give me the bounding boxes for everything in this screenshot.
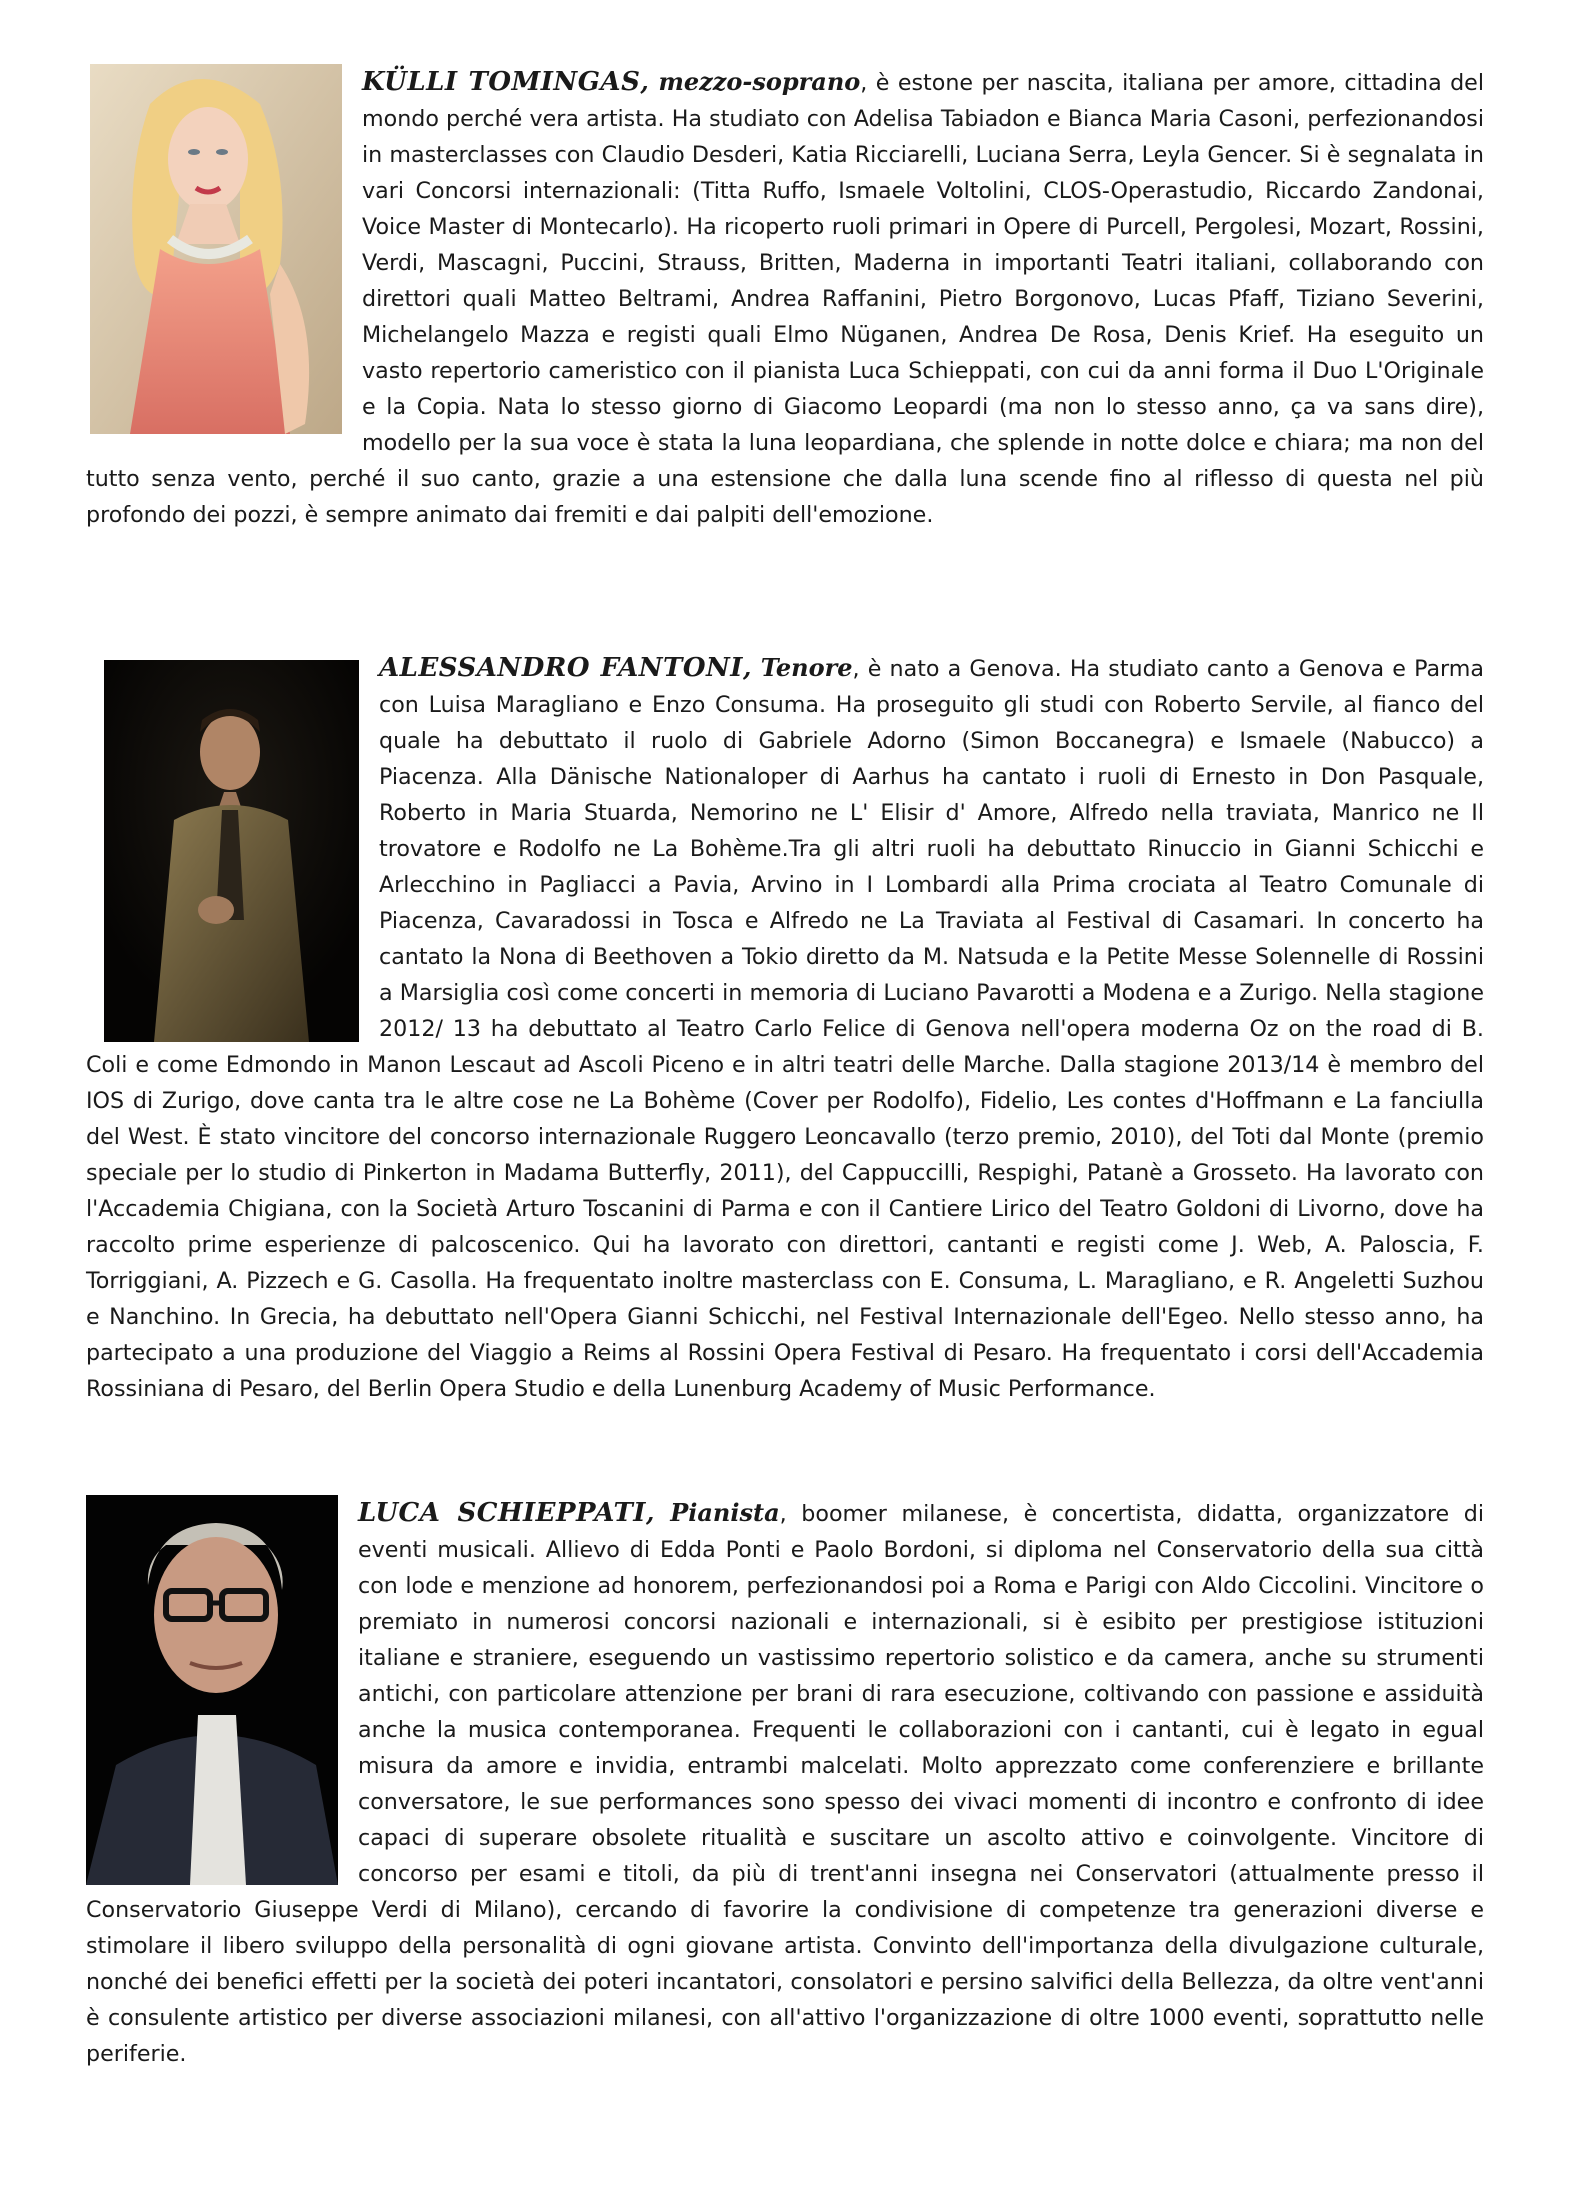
artist-role-text: mezzo-soprano bbox=[658, 67, 861, 96]
bio-text: , è nato a Genova. Ha studiato canto a Genova e Parma con Luisa Maragliano e Enzo Consuma. Ha proseguito gli studi con Roberto Servile, al fianco del quale ha debuttato il ruolo di Gabriele Adorno (Simon Boccanegra) e Ismaele (Nabucco) a Piacenza. Alla Dänische Nationaloper di Aarhus ha cantato i ruoli di Ernesto in Don Pasquale, Roberto in Maria Stuarda, Nemorino ne L' Elisir d' Amore, Alfredo nella traviata, Manrico ne Il trovatore e Rodolfo ne La Bohème.Tra gli altri ruoli ha debuttato Rinuccio in Gianni Schicchi e Arlecchino in Pagliacci a Pavia, Arvino in I Lombardi alla Prima crociata al Teatro Comunale di Piacenza, Cavaradossi in Tosca e Alfredo ne La Traviata al Festival di Casamari. In concerto ha cantato la Nona di Beethoven a Tokio diretto da M. Natsuda e la Petite Messe Solennelle di Rossini a Marsiglia così come concerti in memoria di Luciano Pavarotti a Modena e a Zurigo. Nella stagione 2012/ 13 ha debuttato al Teatro Carlo Felice di Genova nell'opera moderna Oz on the road di B. Coli e come Edmondo in Manon Lescaut ad Ascoli Piceno e in altri teatri delle Marche. Dalla stagione 2013/14 è membro del IOS di Zurigo, dove canta tra le altre cose ne La Bohème (Cover per Rodolfo), Fidelio, Les contes d'Hoffmann e La fanciulla del West. È stato vincitore del concorso internazionale Ruggero Leoncavallo (terzo premio, 2010), del Toti dal Monte (premio speciale per lo studio di Pinkerton in Madama Butterfly, 2011), del Cappuccilli, Respighi, Patanè a Grosseto. Ha lavorato con l'Accademia Chigiana, con la Società Arturo Toscanini di Parma e con il Cantiere Lirico del Teatro Goldoni di Livorno, dove ha raccolto prime esperienze di palcoscenico. Qui ha lavorato con direttori, cantanti e registi come J. Web, A. Paloscia, F. Torriggiani, A. Pizzech e G. Casolla. Ha frequentato inoltre masterclass con E. Consuma, L. Maragliano, e R. Angeletti Suzhou e Nanchino. In Grecia, ha debuttato nell'Opera Gianni Schicchi, nel Festival Internazionale dell'Egeo. Nello stesso anno, ha partecipato a una produzione del Viaggio a Reims al Rossini Opera Festival di Pesaro. Ha frequentato i corsi dell'Accademia Rossiniana di Pesaro, del Berlin Opera Studio e della Lunenburg Academy of Music Performance. bbox=[86, 656, 1484, 1402]
artist-role: , Tenore bbox=[742, 653, 853, 682]
artist-name: LUCA SCHIEPPATI bbox=[358, 1498, 646, 1528]
artist-role-text: Tenore bbox=[760, 653, 853, 682]
portrait-luca-schieppati bbox=[86, 1495, 338, 1885]
portrait-luca-schieppati-image bbox=[86, 1495, 338, 1885]
bio-kulli-tomingas bbox=[86, 64, 1484, 533]
bio-text: , boomer milanese, è concertista, didatta, organizzatore di eventi musicali. Allievo di Edda Ponti e Paolo Bordoni, si diploma nel Conservatorio della sua città con lode e menzione ad honorem, perfezionandosi poi a Roma e Parigi con Aldo Ciccolini. Vincitore o premiato in numerosi concorsi nazionali e internazionali, si è esibito per prestigiose istituzioni italiane e straniere, eseguendo un vastissimo repertorio solistico e da camera, anche su strumenti antichi, con particolare attenzione per brani di rara esecuzione, coltivando con passione e assiduità anche la musica contemporanea. Frequenti le collaborazioni con i cantanti, cui è legato in egual misura da amore e invidia, entrambi malcelati. Molto apprezzato come conferenziere e brillante conversatore, le sue performances sono spesso dei vivaci momenti di incontro e confronto di idee capaci di superare obsolete ritualità e suscitare un ascolto attivo e coinvolgente. Vincitore di concorso per esami e titoli, da più di trent'anni insegna nei Conservatori (attualmente presso il Conservatorio Giuseppe Verdi di Milano), cercando di favorire la condivisione di competenze tra generazioni diverse e stimolare il libero sviluppo della personalità di ogni giovane artista. Convinto dell'importanza della divulgazione culturale, nonché dei benefici effetti per la società dei poteri incantatori, consolatori e persino salvifici della Bellezza, da oltre vent'anni è consulente artistico per diverse associazioni milanesi, con all'attivo l'organizzazione di oltre 1000 eventi, soprattutto nelle periferie. bbox=[86, 1501, 1485, 2067]
portrait-alessandro-fantoni-image bbox=[104, 660, 359, 1042]
artist-name: KÜLLI TOMINGAS bbox=[362, 67, 641, 97]
artist-role: , Pianista bbox=[645, 1498, 780, 1527]
portrait-alessandro-fantoni bbox=[104, 660, 359, 1042]
artist-name: ALESSANDRO FANTONI bbox=[379, 653, 743, 683]
bio-luca-schieppati bbox=[86, 1495, 1484, 2072]
artist-role-text: Pianista bbox=[670, 1498, 780, 1527]
portrait-kulli-tomingas bbox=[90, 64, 342, 434]
bio-text: , è estone per nascita, italiana per amore, cittadina del mondo perché vera artista. Ha studiato con Adelisa Tabiadon e Bianca Maria Casoni, perfezionandosi in masterclasses con Claudio Desderi, Katia Ricciarelli, Luciana Serra, Leyla Gencer. Si è segnalata in vari Concorsi internazionali: (Titta Ruffo, Ismaele Voltolini, CLOS-Operastudio, Riccardo Zandonai, Voice Master di Montecarlo). Ha ricoperto ruoli primari in Opere di Purcell, Pergolesi, Mozart, Rossini, Verdi, Mascagni, Puccini, Strauss, Britten, Maderna in importanti Teatri italiani, collaborando con direttori quali Matteo Beltrami, Andrea Raffanini, Pietro Borgonovo, Lucas Pfaff, Tiziano Severini, Michelangelo Mazza e registi quali Elmo Nüganen, Andrea De Rosa, Denis Krief. Ha eseguito un vasto repertorio cameristico con il pianista Luca Schieppati, con cui da anni forma il Duo L'Originale e la Copia. Nata lo stesso giorno di Giacomo Leopardi (ma non lo stesso anno, ça va sans dire), modello per la sua voce è stata la luna leopardiana, che splende in notte dolce e chiara; ma non del tutto senza vento, perché il suo canto, grazie a una estensione che dalla luna scende fino al riflesso di questa nel più profondo dei pozzi, è sempre animato dai fremiti e dai palpiti dell'emozione. bbox=[86, 70, 1484, 528]
portrait-kulli-tomingas-image bbox=[90, 64, 342, 434]
bio-alessandro-fantoni bbox=[86, 650, 1484, 1407]
artist-role: , mezzo-soprano bbox=[640, 67, 861, 96]
